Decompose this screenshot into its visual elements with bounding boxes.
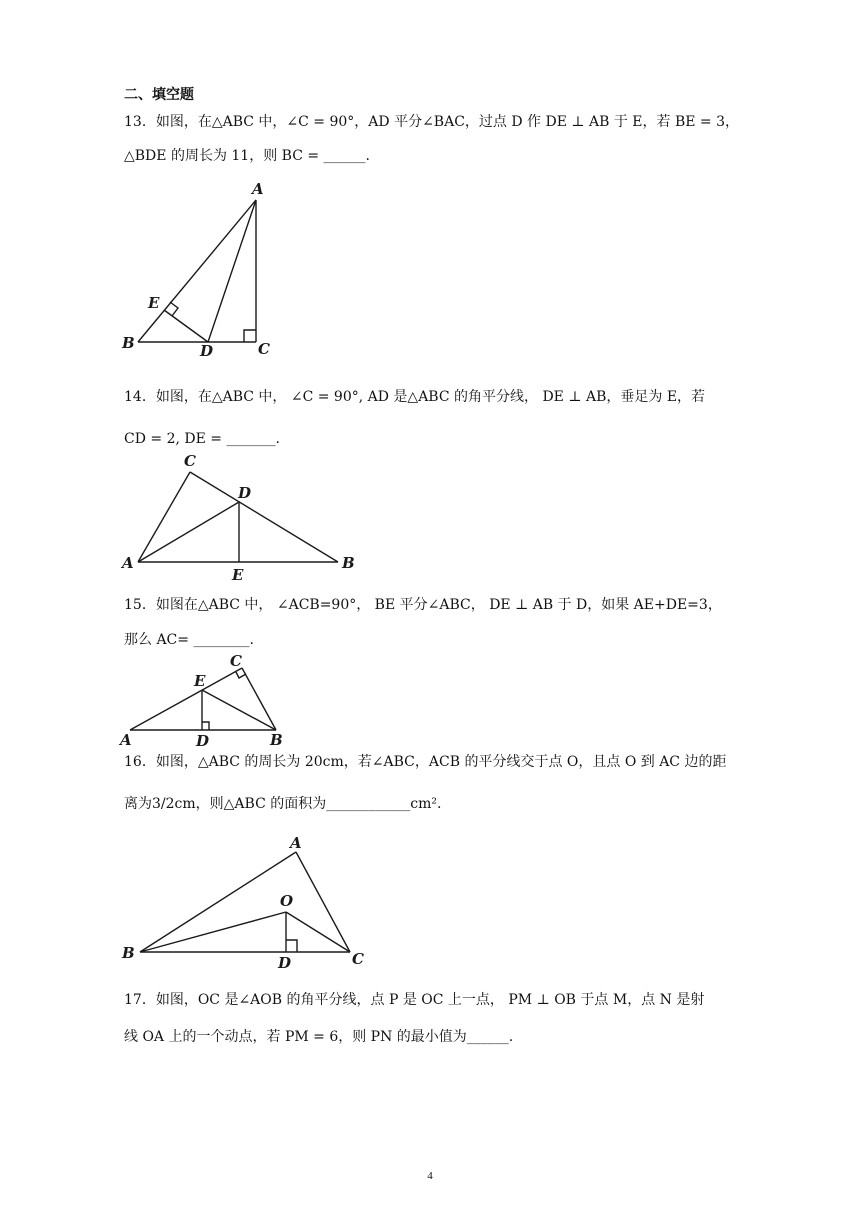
problem-16-line-1: 16．如图，△ABC 的周长为 20cm，若∠ABC，ACB 的平分线交于点 O，且点 O 到 AC 边的距 [124, 754, 727, 770]
label-e: E [232, 566, 244, 584]
label-a: A [252, 180, 264, 198]
right-angle-mark-d [286, 940, 297, 952]
problem-15-figure [118, 652, 288, 748]
label-a: A [120, 731, 132, 749]
label-b: B [122, 334, 135, 352]
label-e: E [148, 294, 160, 312]
label-o: O [280, 892, 294, 910]
segment-ac [130, 668, 242, 730]
problem-14-line-2: CD = 2, DE = _______. [124, 431, 280, 447]
segment-cb [190, 472, 338, 562]
label-a: A [122, 554, 134, 572]
problem-13-line-1: 13．如图，在△ABC 中，∠C = 90°，AD 平分∠BAC，过点 D 作 DE ⊥ AB 于 E，若 BE = 3， [124, 114, 740, 130]
problem-17-line-2: 线 OA 上的一个动点，若 PM = 6，则 PN 的最小值为______. [124, 1029, 514, 1045]
segment-ac [296, 852, 350, 952]
label-a: A [290, 834, 302, 852]
problem-15-line-1: 15．如图在△ABC 中， ∠ACB=90°， BE 平分∠ABC， DE ⊥ AB 于 D，如果 AE+DE=3， [124, 597, 722, 613]
label-b: B [342, 554, 355, 572]
segment-ad [138, 502, 239, 562]
section-title: 二、填空题 [124, 87, 194, 103]
problem-13-figure [118, 178, 278, 358]
problem-13-line-2: △BDE 的周长为 11，则 BC = ______. [124, 148, 371, 164]
segment-ba [140, 852, 296, 952]
segment-ac [138, 472, 190, 562]
label-c: C [352, 950, 364, 968]
problem-14-figure [118, 450, 368, 585]
problem-14-line-1: 14．如图，在△ABC 中， ∠C = 90°, AD 是△ABC 的角平分线， DE ⊥ AB，垂足为 E，若 [124, 389, 706, 405]
right-angle-mark-d [202, 722, 209, 730]
segment-ab [138, 200, 256, 342]
segment-oc [286, 912, 350, 952]
label-d: D [278, 954, 292, 972]
label-b: B [122, 944, 135, 962]
segment-ad [208, 200, 256, 342]
label-d: D [238, 484, 252, 502]
label-c: C [258, 340, 270, 358]
problem-15-line-2: 那么 AC= ________. [124, 632, 254, 648]
page-number: 4 [427, 1170, 433, 1182]
label-d: D [200, 342, 214, 360]
problem-16-figure [118, 832, 378, 970]
label-d: D [196, 732, 210, 750]
label-b: B [270, 731, 283, 749]
label-c: C [230, 652, 242, 670]
segment-de [164, 310, 208, 342]
problem-16-line-2: 离为3/2cm，则△ABC 的面积为____________cm². [124, 796, 442, 812]
problem-17-line-1: 17．如图，OC 是∠AOB 的角平分线，点 P 是 OC 上一点， PM ⊥ OB 于点 M，点 N 是射 [124, 992, 705, 1008]
right-angle-mark-e [170, 302, 178, 316]
segment-bo [140, 912, 286, 952]
right-angle-mark-c [244, 330, 256, 342]
label-e: E [194, 672, 206, 690]
label-c: C [184, 452, 196, 470]
